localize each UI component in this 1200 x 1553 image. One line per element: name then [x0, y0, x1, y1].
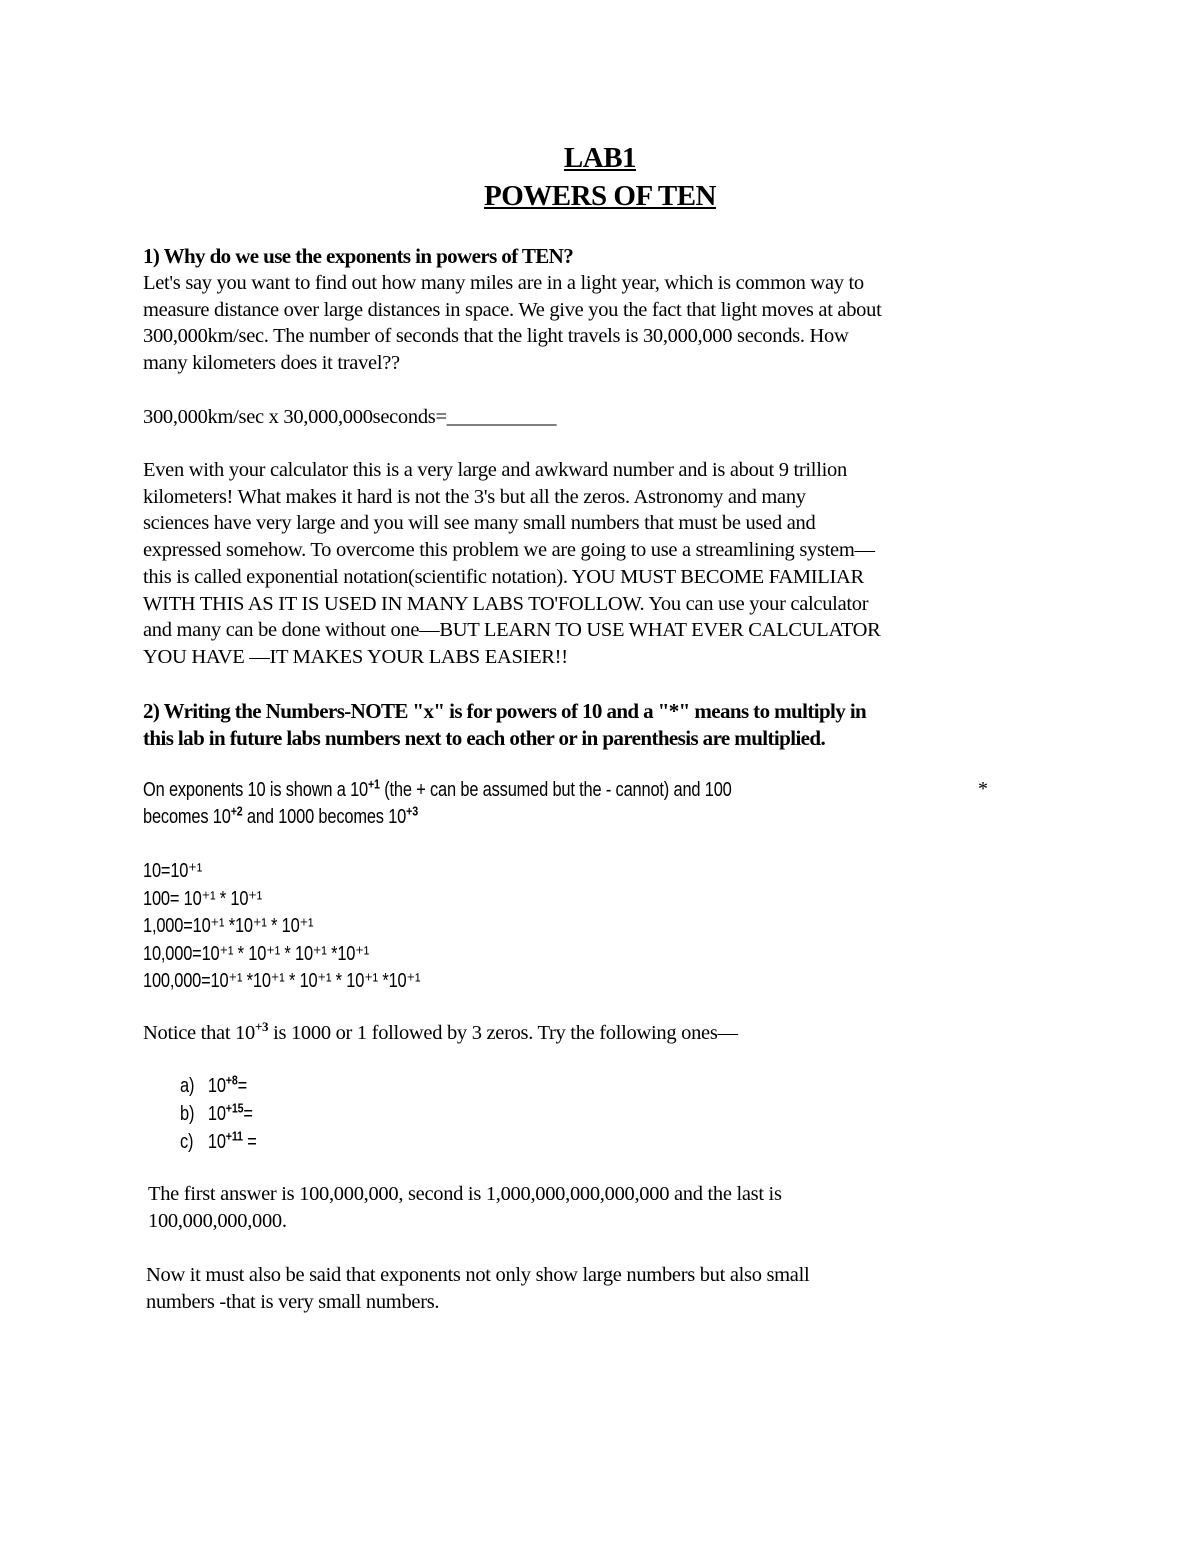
asterisk-mark: *	[978, 778, 988, 800]
text-line: The first answer is 100,000,000, second is 1,000,000,000,000,000 and the last is	[148, 1183, 782, 1205]
text-span: becomes 10	[143, 805, 231, 828]
text-span: is 1000 or 1 followed by 3 zeros. Try the following ones—	[268, 1022, 738, 1044]
light-year-equation	[143, 404, 1013, 431]
text-line	[143, 1020, 1013, 1047]
item-label: a)	[180, 1075, 195, 1097]
text-line: 100,000,000,000.	[148, 1209, 287, 1232]
section1-body	[143, 457, 1013, 671]
text-span: =	[242, 1131, 257, 1153]
products-list	[143, 858, 856, 996]
notice-line	[143, 1020, 1013, 1047]
text-line	[143, 777, 963, 804]
product-line: 100,000=10⁺¹ *10⁺¹ * 10⁺¹ * 10⁺¹ *10⁺¹	[143, 970, 421, 992]
text-span: =	[237, 1075, 248, 1097]
heading-line: 2) Writing the Numbers-NOTE "x" is for powers of 10 and a "*" means to multiply in	[143, 699, 867, 723]
lab-title: LAB1	[563, 142, 637, 174]
superscript: +2	[230, 803, 243, 819]
item-label: c)	[180, 1131, 194, 1153]
text-line: 300,000km/sec. The number of seconds that the light travels is 30,000,000 seconds. How	[143, 325, 849, 348]
text-line: WITH THIS AS IT IS USED IN MANY LABS TO'FOLLOW. You can use your calculator	[143, 592, 869, 615]
heading-line: this lab in future labs numbers next to each other or in parenthesis are multiplied.	[143, 726, 826, 750]
text-span: (the + can be assumed but the - cannot) and 100	[379, 779, 732, 801]
text-line: Now it must also be said that exponents not only show large numbers but also small	[146, 1264, 810, 1286]
exercise-list	[180, 1072, 344, 1165]
text-line: numbers -that is very small numbers.	[146, 1290, 440, 1313]
closing-paragraph	[146, 1262, 1016, 1315]
superscript: +11	[225, 1128, 243, 1144]
text-span: and 1000 becomes 10	[242, 805, 407, 828]
exercise-item	[180, 1100, 253, 1126]
exercise-item	[180, 1128, 257, 1154]
product-line: 1,000=10⁺¹ *10⁺¹ * 10⁺¹	[143, 915, 314, 937]
lab-subtitle: POWERS OF TEN	[484, 180, 716, 212]
text-span: On exponents 10 is shown a 10	[143, 779, 369, 801]
exponent-explanation	[143, 777, 963, 830]
section2-heading	[143, 698, 1013, 752]
superscript: +3	[406, 803, 418, 819]
section1-heading: 1) Why do we use the exponents in powers of TEN?	[143, 244, 574, 268]
text-line: expressed somehow. To overcome this problem we are going to use a streamlining system—	[143, 539, 875, 562]
answers-paragraph	[148, 1181, 1018, 1234]
text-line	[143, 804, 963, 831]
product-line: 10=10⁺¹	[143, 860, 203, 882]
text-line: YOU HAVE —IT MAKES YOUR LABS EASIER!!	[143, 645, 568, 668]
text-line: Let's say you want to find out how many miles are in a light year, which is common way to	[143, 272, 864, 294]
text-span: 10	[207, 1075, 226, 1097]
product-line: 100= 10⁺¹ * 10⁺¹	[143, 887, 263, 910]
product-line: 10,000=10⁺¹ * 10⁺¹ * 10⁺¹ *10⁺¹	[143, 942, 370, 965]
exercise-item	[180, 1072, 248, 1098]
text-line: Even with your calculator this is a very large and awkward number and is about 9 trillion	[143, 459, 847, 481]
equation-line: 300,000km/sec x 30,000,000seconds=___________	[143, 406, 557, 428]
superscript: +3	[254, 1019, 269, 1035]
text-line: this is called exponential notation(scientific notation). YOU MUST BECOME FAMILIAR	[143, 565, 864, 588]
superscript: +1	[368, 776, 380, 792]
superscript: +15	[225, 1100, 244, 1116]
superscript: +8	[225, 1072, 238, 1088]
text-line: kilometers! What makes it hard is not the 3's but all the zeros. Astronomy and many	[143, 485, 806, 508]
text-line: and many can be done without one—BUT LEARN TO USE WHAT EVER CALCULATOR	[143, 619, 881, 642]
item-label: b)	[180, 1103, 195, 1125]
text-span: Notice that 10	[143, 1022, 255, 1044]
text-line: sciences have very large and you will see many small numbers that must be used and	[143, 512, 816, 535]
section1-intro	[143, 270, 1013, 377]
text-span: =	[243, 1103, 253, 1125]
text-line: many kilometers does it travel??	[143, 352, 400, 375]
text-line: measure distance over large distances in space. We give you the fact that light moves at about	[143, 298, 882, 321]
text-span: 10	[207, 1131, 226, 1153]
text-span: 10	[207, 1103, 226, 1125]
